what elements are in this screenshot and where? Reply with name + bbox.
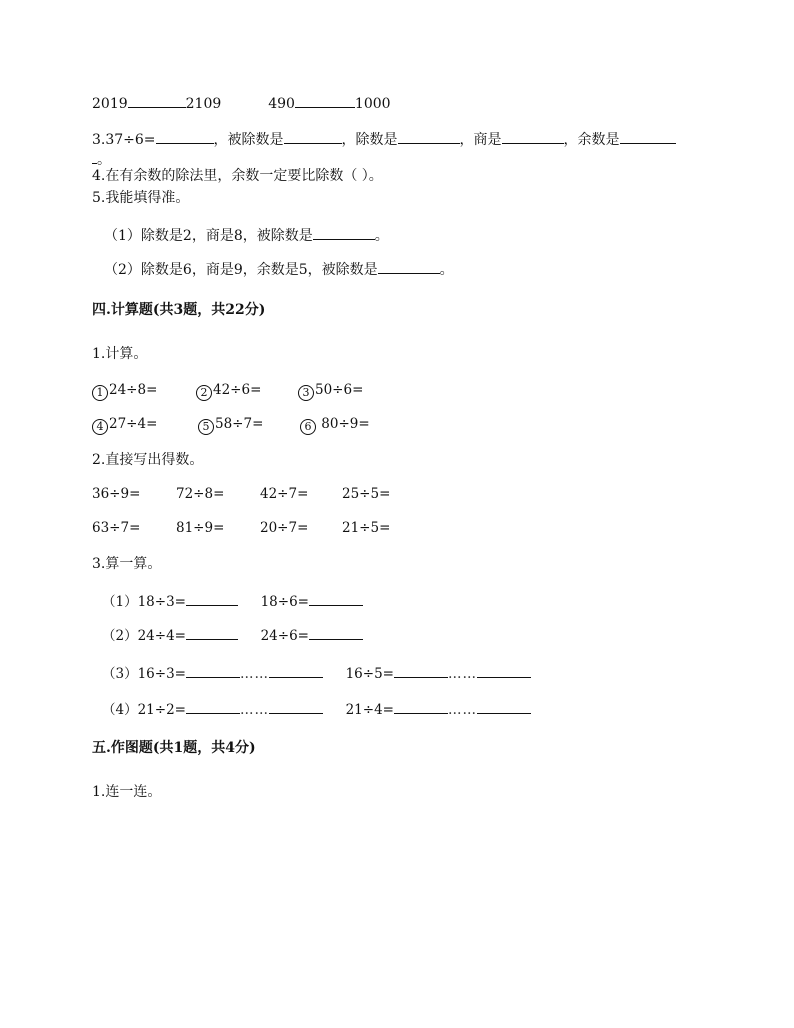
calc3-expr: 16÷5= bbox=[345, 666, 394, 682]
calc2-item: 25÷5= bbox=[342, 486, 391, 502]
calc1-expr: 58÷7= bbox=[215, 416, 264, 432]
calc3-quotient-blank[interactable] bbox=[394, 698, 448, 714]
draw1-title: 1.连一连。 bbox=[92, 784, 162, 800]
q3-end: 。 bbox=[97, 152, 111, 168]
compare-num-3: 490 bbox=[268, 96, 295, 112]
circled-number: 2 bbox=[196, 385, 212, 401]
q5-sub-2-blank[interactable] bbox=[378, 258, 440, 274]
q5-sub-1-label: （1） bbox=[104, 228, 141, 244]
calc3-remainder-blank[interactable] bbox=[477, 698, 531, 714]
calc3-blank[interactable] bbox=[186, 590, 238, 606]
q5-sub-1-end: 。 bbox=[374, 228, 389, 244]
calc3-expr: 16÷3= bbox=[137, 666, 186, 682]
calc3-title: 3.算一算。 bbox=[92, 556, 162, 572]
calc3-blank[interactable] bbox=[309, 624, 363, 640]
calc3-expr: 24÷4= bbox=[137, 628, 186, 644]
q3-blank-1[interactable] bbox=[156, 128, 214, 144]
calc3-expr: 18÷6= bbox=[260, 594, 309, 610]
calc2-item: 20÷7= bbox=[260, 520, 309, 536]
calc3-expr: 18÷3= bbox=[137, 594, 186, 610]
calc3-expr: 21÷2= bbox=[137, 702, 186, 718]
q3-blank-3[interactable] bbox=[398, 128, 460, 144]
calc2-item: 36÷9= bbox=[92, 486, 141, 502]
remainder-dots: …… bbox=[239, 702, 269, 718]
q3-part-4: ，余数是 bbox=[563, 132, 620, 148]
q3-blank-4[interactable] bbox=[502, 128, 564, 144]
q5-sub-1-blank[interactable] bbox=[313, 224, 375, 240]
q5-sub-2-end: 。 bbox=[439, 262, 454, 278]
question-3 bbox=[92, 128, 676, 150]
q3-blank-5[interactable] bbox=[620, 128, 676, 144]
calc1-expr: 27÷4= bbox=[109, 416, 158, 432]
circled-number: 1 bbox=[92, 385, 108, 401]
calc3-label: （1） bbox=[102, 594, 138, 610]
calc2-item: 81÷9= bbox=[176, 520, 225, 536]
q3-blank-2[interactable] bbox=[284, 128, 342, 144]
compare-line bbox=[92, 92, 391, 114]
calc1-item-4 bbox=[92, 414, 157, 435]
calc3-expr: 24÷6= bbox=[260, 628, 309, 644]
calc2-item: 72÷8= bbox=[176, 486, 225, 502]
calc3-label: （3） bbox=[102, 666, 138, 682]
calc2-item: 21÷5= bbox=[342, 520, 391, 536]
calc2-item: 42÷7= bbox=[260, 486, 309, 502]
calc3-remainder-blank[interactable] bbox=[477, 662, 531, 678]
calc1-expr: 80÷9= bbox=[317, 416, 370, 432]
remainder-dots: …… bbox=[447, 702, 477, 718]
calc2-title: 2.直接写出得数。 bbox=[92, 452, 204, 468]
calc3-row-3 bbox=[102, 662, 531, 684]
q5-sub-2 bbox=[104, 258, 454, 280]
calc3-label: （4） bbox=[102, 702, 138, 718]
calc3-blank[interactable] bbox=[309, 590, 363, 606]
calc2-item: 63÷7= bbox=[92, 520, 141, 536]
q5-sub-1 bbox=[104, 224, 389, 246]
question-4: 4.在有余数的除法里，余数一定要比除数（ ）。 bbox=[92, 168, 383, 184]
calc3-remainder-blank[interactable] bbox=[269, 662, 323, 678]
calc1-item-5 bbox=[198, 414, 263, 435]
q5-sub-2-text: 除数是6，商是9，余数是5，被除数是 bbox=[140, 262, 378, 278]
remainder-dots: …… bbox=[239, 666, 269, 682]
calc1-expr: 42÷6= bbox=[213, 382, 262, 398]
q3-part-2: ，除数是 bbox=[341, 132, 398, 148]
calc3-quotient-blank[interactable] bbox=[186, 662, 240, 678]
q5-sub-2-label: （2） bbox=[104, 262, 141, 278]
compare-num-2: 2109 bbox=[185, 96, 222, 112]
calc1-expr: 50÷6= bbox=[315, 382, 364, 398]
calc3-quotient-blank[interactable] bbox=[394, 662, 448, 678]
q3-part-3: ，商是 bbox=[459, 132, 502, 148]
remainder-dots: …… bbox=[447, 666, 477, 682]
compare-num-4: 1000 bbox=[354, 96, 391, 112]
calc3-row-2 bbox=[102, 624, 363, 646]
calc1-item-2 bbox=[196, 380, 261, 401]
compare-num-1: 2019 bbox=[92, 96, 128, 112]
compare-blank-1[interactable] bbox=[128, 92, 186, 108]
calc3-expr: 21÷4= bbox=[345, 702, 394, 718]
circled-number: 4 bbox=[92, 419, 108, 435]
calc3-label: （2） bbox=[102, 628, 138, 644]
q3-expr: 3.37÷6= bbox=[92, 132, 156, 148]
circled-number: 6 bbox=[300, 419, 316, 435]
calc3-row-4 bbox=[102, 698, 531, 720]
calc3-quotient-blank[interactable] bbox=[186, 698, 240, 714]
calc3-blank[interactable] bbox=[186, 624, 238, 640]
compare-blank-2[interactable] bbox=[295, 92, 355, 108]
circled-number: 5 bbox=[198, 419, 214, 435]
question-5: 5.我能填得准。 bbox=[92, 190, 190, 206]
section-4-title: 四.计算题(共3题，共22分) bbox=[92, 302, 266, 318]
q3-part-1: ，被除数是 bbox=[213, 132, 284, 148]
calc1-item-3 bbox=[298, 380, 363, 401]
calc3-remainder-blank[interactable] bbox=[269, 698, 323, 714]
section-5-title: 五.作图题(共1题，共4分) bbox=[92, 740, 256, 756]
calc1-expr: 24÷8= bbox=[109, 382, 158, 398]
calc1-title: 1.计算。 bbox=[92, 346, 148, 362]
calc1-item-6 bbox=[300, 414, 370, 435]
q5-sub-1-text: 除数是2，商是8，被除数是 bbox=[140, 228, 313, 244]
calc3-row-1 bbox=[102, 590, 363, 612]
calc1-item-1 bbox=[92, 380, 157, 401]
circled-number: 3 bbox=[298, 385, 314, 401]
